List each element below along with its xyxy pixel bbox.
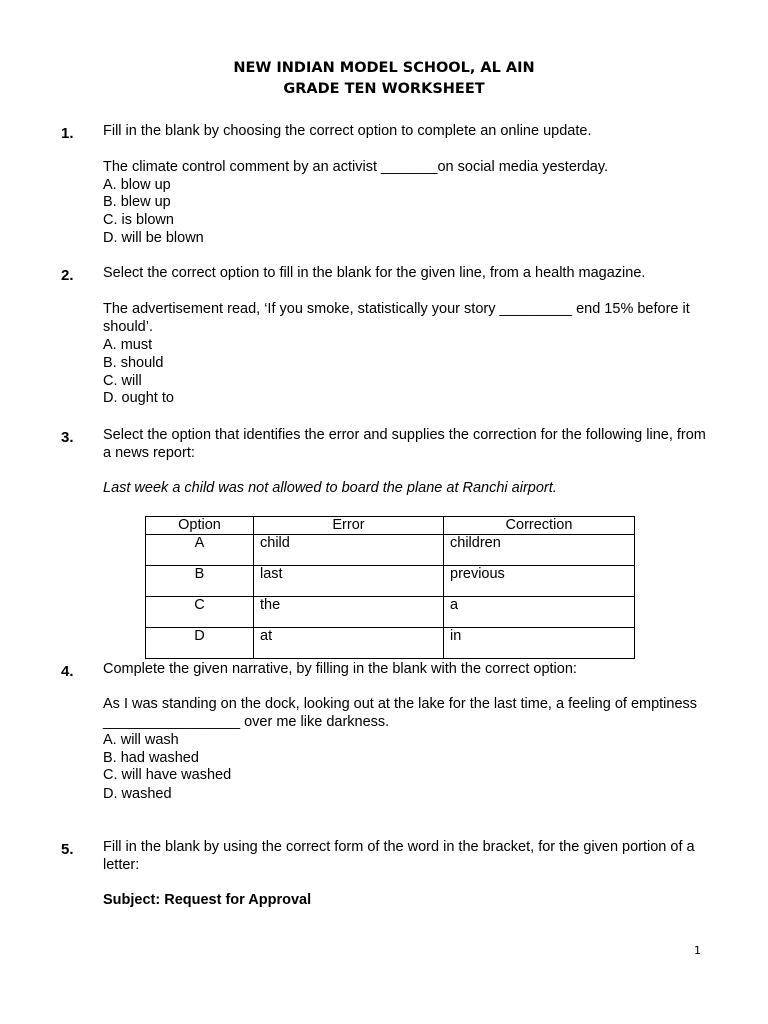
question-4-option-c: C. will have washed	[103, 767, 232, 783]
question-4-number: 4.	[61, 663, 74, 680]
table-header-error: Error	[254, 517, 444, 535]
worksheet-title: GRADE TEN WORKSHEET	[283, 81, 485, 97]
table-cell-correction: in	[444, 628, 635, 659]
question-4-option-a: A. will wash	[103, 732, 179, 748]
question-5-instruction-line-2: letter:	[103, 857, 140, 873]
question-2-stem-line-1: The advertisement read, ‘If you smoke, statistically your story _________ end 15% before it	[103, 301, 690, 317]
table-header-correction: Correction	[444, 517, 635, 535]
table-header-option: Option	[146, 517, 254, 535]
table-row	[146, 628, 635, 659]
table-row	[146, 597, 635, 628]
table-cell-error: child	[254, 535, 444, 566]
question-3-number: 3.	[61, 429, 74, 446]
question-2-option-a: A. must	[103, 337, 153, 353]
table-cell-error: at	[254, 628, 444, 659]
question-1-instruction: Fill in the blank by choosing the correct option to complete an online update.	[103, 123, 592, 139]
question-2-instruction: Select the correct option to fill in the blank for the given line, from a health magazine.	[103, 265, 646, 281]
school-title: NEW INDIAN MODEL SCHOOL, AL AIN	[233, 60, 535, 76]
question-1-option-a: A. blow up	[103, 177, 171, 193]
table-cell-option: A	[146, 535, 254, 566]
question-4-stem-line-2: _________________ over me like darkness.	[103, 714, 390, 730]
question-2-number: 2.	[61, 267, 74, 284]
table-cell-correction: a	[444, 597, 635, 628]
question-4-option-b: B. had washed	[103, 750, 199, 766]
question-4-option-d: D. washed	[103, 786, 172, 802]
question-4-stem-line-1: As I was standing on the dock, looking out at the lake for the last time, a feeling of emptiness	[103, 696, 698, 712]
question-1-number: 1.	[61, 125, 74, 142]
question-5-subject: Subject: Request for Approval	[103, 892, 312, 908]
question-2-stem-line-2: should’.	[103, 319, 153, 335]
question-3-instruction-line-2: a news report:	[103, 445, 195, 461]
question-1-option-b: B. blew up	[103, 194, 171, 210]
table-cell-error: last	[254, 566, 444, 597]
question-2-option-c: C. will	[103, 373, 142, 389]
table-cell-correction: previous	[444, 566, 635, 597]
table-cell-option: D	[146, 628, 254, 659]
question-2-option-b: B. should	[103, 355, 164, 371]
table-header-row	[146, 517, 635, 535]
question-1-stem: The climate control comment by an activist _______on social media yesterday.	[103, 159, 609, 175]
question-1-option-c: C. is blown	[103, 212, 174, 228]
question-5-number: 5.	[61, 841, 74, 858]
question-3-instruction-line-1: Select the option that identifies the error and supplies the correction for the following line, from	[103, 427, 706, 443]
table-cell-correction: children	[444, 535, 635, 566]
table-cell-error: the	[254, 597, 444, 628]
table-cell-option: C	[146, 597, 254, 628]
question-1-option-d: D. will be blown	[103, 230, 204, 246]
error-correction-table	[145, 516, 635, 659]
question-4-instruction: Complete the given narrative, by filling in the blank with the correct option:	[103, 661, 577, 677]
table-row	[146, 566, 635, 597]
table-row	[146, 535, 635, 566]
question-3-sentence: Last week a child was not allowed to board the plane at Ranchi airport.	[103, 480, 557, 496]
table-cell-option: B	[146, 566, 254, 597]
question-5-instruction-line-1: Fill in the blank by using the correct form of the word in the bracket, for the given portion of a	[103, 839, 695, 855]
page-number: 1	[694, 944, 701, 957]
question-2-option-d: D. ought to	[103, 390, 174, 406]
